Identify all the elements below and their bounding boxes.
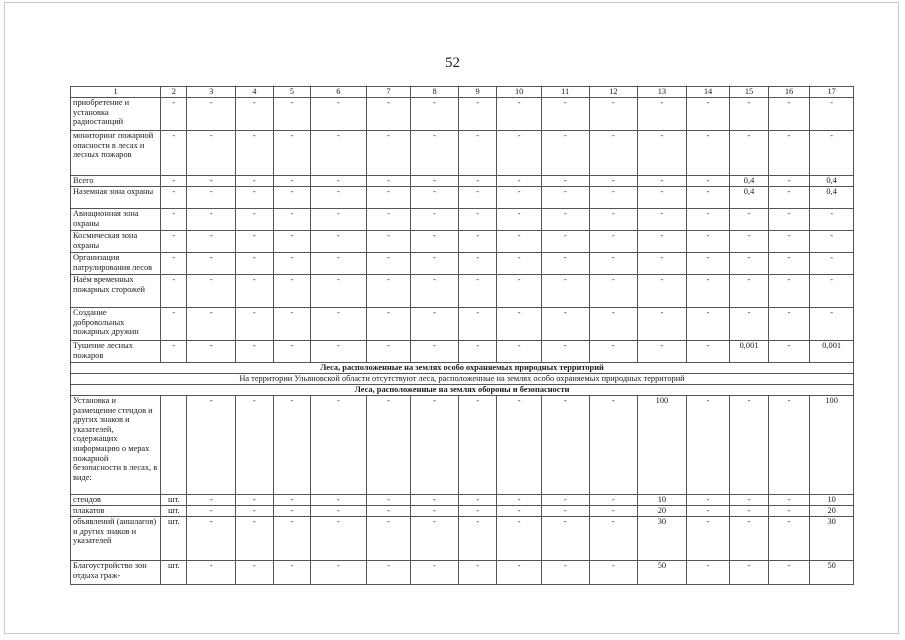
header-cell: 5 xyxy=(273,87,310,98)
table-cell: - xyxy=(497,131,542,176)
table-cell: - xyxy=(589,275,638,308)
row-label: Авиационная зона охраны xyxy=(71,209,161,231)
table-cell: - xyxy=(541,176,589,187)
table-cell: - xyxy=(411,341,459,363)
table-cell: - xyxy=(236,517,273,561)
table-cell: - xyxy=(686,341,730,363)
table-cell: - xyxy=(686,561,730,585)
section-heading: Леса, расположенные на землях особо охраняемых природных территорий xyxy=(71,363,854,374)
table-row xyxy=(71,561,854,585)
table-cell: - xyxy=(311,187,367,209)
table-cell: - xyxy=(497,98,542,131)
header-cell: 7 xyxy=(366,87,411,98)
table-cell: - xyxy=(541,506,589,517)
table-row xyxy=(71,341,854,363)
section-note: На территории Ульяновской области отсутствуют леса, расположенные на землях особо охраняемых природных территорий xyxy=(71,374,854,385)
table-row xyxy=(71,187,854,209)
header-cell: 2 xyxy=(161,87,187,98)
table-cell: - xyxy=(589,506,638,517)
table-cell: 0,001 xyxy=(810,341,854,363)
table-cell: - xyxy=(187,275,236,308)
table-cell: - xyxy=(589,176,638,187)
table-cell: 30 xyxy=(638,517,687,561)
table-cell: - xyxy=(411,517,459,561)
table-cell: - xyxy=(187,506,236,517)
table-cell: - xyxy=(768,517,810,561)
table-row xyxy=(71,396,854,495)
table-cell: - xyxy=(768,209,810,231)
table-cell: - xyxy=(541,98,589,131)
table-cell: - xyxy=(236,253,273,275)
table-cell: - xyxy=(810,308,854,341)
table-cell: - xyxy=(497,396,542,495)
table-cell: - xyxy=(311,275,367,308)
table-cell: - xyxy=(311,253,367,275)
table-cell: - xyxy=(458,495,496,506)
table-cell: - xyxy=(810,253,854,275)
table-cell: - xyxy=(411,506,459,517)
table-cell: - xyxy=(236,131,273,176)
table-cell: - xyxy=(497,209,542,231)
row-label: Наземная зона охраны xyxy=(71,187,161,209)
table-cell: - xyxy=(187,396,236,495)
header-cell: 6 xyxy=(311,87,367,98)
table-cell: - xyxy=(541,231,589,253)
table-cell: - xyxy=(366,231,411,253)
table-cell: - xyxy=(730,231,768,253)
table-row xyxy=(71,308,854,341)
table-cell: - xyxy=(589,209,638,231)
table-cell: - xyxy=(311,506,367,517)
table-cell: 30 xyxy=(810,517,854,561)
table-cell: - xyxy=(686,396,730,495)
table-cell: - xyxy=(236,209,273,231)
table-cell: - xyxy=(541,495,589,506)
table-cell: - xyxy=(411,495,459,506)
row-label: приобретение и установка радиостанций xyxy=(71,98,161,131)
table-cell: - xyxy=(686,176,730,187)
table-cell: - xyxy=(273,275,310,308)
note-row xyxy=(71,374,854,385)
table-cell: - xyxy=(730,308,768,341)
table-cell: 20 xyxy=(638,506,687,517)
table-cell: - xyxy=(187,209,236,231)
table-cell: - xyxy=(273,561,310,585)
row-label: плакатов xyxy=(71,506,161,517)
header-cell: 8 xyxy=(411,87,459,98)
table-cell: - xyxy=(411,308,459,341)
table-cell: - xyxy=(589,495,638,506)
table-cell: - xyxy=(411,275,459,308)
table-cell: - xyxy=(730,131,768,176)
table-cell: - xyxy=(366,396,411,495)
table-body xyxy=(71,98,854,585)
row-label: Установка и размещение стендов и других знаков и указателей, содержащих информацию о мерах пожарной безопасности в лесах, в виде: xyxy=(71,396,161,495)
table-cell: - xyxy=(768,176,810,187)
table-cell: - xyxy=(411,209,459,231)
table-cell: - xyxy=(273,506,310,517)
table-cell: - xyxy=(187,231,236,253)
table-cell: - xyxy=(730,253,768,275)
table-cell: - xyxy=(497,495,542,506)
table-cell: - xyxy=(411,176,459,187)
table-cell: - xyxy=(541,561,589,585)
table-row xyxy=(71,506,854,517)
header-cell: 4 xyxy=(236,87,273,98)
table-cell: - xyxy=(810,231,854,253)
table-cell: - xyxy=(497,341,542,363)
header-cell: 16 xyxy=(768,87,810,98)
table-cell: - xyxy=(497,231,542,253)
table-cell: - xyxy=(541,253,589,275)
table-cell: - xyxy=(366,495,411,506)
table-cell: - xyxy=(366,131,411,176)
table-cell: - xyxy=(161,231,187,253)
table-cell: - xyxy=(768,341,810,363)
table-cell: 0,001 xyxy=(730,341,768,363)
table-row xyxy=(71,176,854,187)
table-cell: - xyxy=(236,561,273,585)
table-cell: - xyxy=(236,396,273,495)
table-cell: - xyxy=(458,253,496,275)
table-cell: - xyxy=(161,131,187,176)
table-cell: - xyxy=(686,253,730,275)
table-cell: - xyxy=(411,253,459,275)
table-cell: 10 xyxy=(638,495,687,506)
table-cell: - xyxy=(273,209,310,231)
table-cell: - xyxy=(686,209,730,231)
table-cell: - xyxy=(810,131,854,176)
table-cell: - xyxy=(311,209,367,231)
table-row xyxy=(71,98,854,131)
table-cell: - xyxy=(730,506,768,517)
table-cell: - xyxy=(497,253,542,275)
table-cell: - xyxy=(311,98,367,131)
table-cell: - xyxy=(458,308,496,341)
table-cell: - xyxy=(187,253,236,275)
table-row xyxy=(71,209,854,231)
table-cell: - xyxy=(273,176,310,187)
table-cell: - xyxy=(458,275,496,308)
table-cell: - xyxy=(311,308,367,341)
table-cell: - xyxy=(768,495,810,506)
table-cell: - xyxy=(187,517,236,561)
header-cell: 11 xyxy=(541,87,589,98)
table-cell: - xyxy=(768,98,810,131)
table-cell: - xyxy=(366,561,411,585)
table-cell: - xyxy=(161,308,187,341)
table-cell: - xyxy=(411,561,459,585)
table-cell: - xyxy=(768,561,810,585)
table-cell: - xyxy=(541,341,589,363)
table-cell: - xyxy=(768,275,810,308)
table-cell: - xyxy=(311,131,367,176)
section-heading: Леса, расположенные на землях обороны и безопасности xyxy=(71,385,854,396)
table-cell: - xyxy=(411,396,459,495)
table-cell: шт. xyxy=(161,506,187,517)
table-cell: - xyxy=(686,308,730,341)
table-cell: - xyxy=(589,253,638,275)
table-cell: - xyxy=(311,561,367,585)
table-row xyxy=(71,495,854,506)
table-cell: - xyxy=(458,561,496,585)
table-cell: - xyxy=(458,176,496,187)
table-cell: - xyxy=(273,308,310,341)
table-cell: - xyxy=(366,308,411,341)
row-label: мониторинг пожарной опасности в лесах и лесных пожаров xyxy=(71,131,161,176)
header-cell: 15 xyxy=(730,87,768,98)
header-cell: 12 xyxy=(589,87,638,98)
table-cell: - xyxy=(236,187,273,209)
table-cell: - xyxy=(411,231,459,253)
table-cell: - xyxy=(187,131,236,176)
table-cell: - xyxy=(638,308,687,341)
table-cell: - xyxy=(541,131,589,176)
section-heading-row xyxy=(71,385,854,396)
table-row xyxy=(71,275,854,308)
table-cell: - xyxy=(686,506,730,517)
table-cell: - xyxy=(686,275,730,308)
table-cell: - xyxy=(458,231,496,253)
table-cell: - xyxy=(541,517,589,561)
table-cell: - xyxy=(411,187,459,209)
table-cell: - xyxy=(161,341,187,363)
table-cell: - xyxy=(161,187,187,209)
table-cell: - xyxy=(411,131,459,176)
table-cell: - xyxy=(638,98,687,131)
table-cell: - xyxy=(236,231,273,253)
table-cell: - xyxy=(730,98,768,131)
table-row xyxy=(71,131,854,176)
table-cell: - xyxy=(730,396,768,495)
table-cell: - xyxy=(311,341,367,363)
table-cell: - xyxy=(236,275,273,308)
table-cell: - xyxy=(589,396,638,495)
table-cell: - xyxy=(366,275,411,308)
table-cell: - xyxy=(768,231,810,253)
section-heading-row xyxy=(71,363,854,374)
table-cell: - xyxy=(541,209,589,231)
table-cell: - xyxy=(161,176,187,187)
table-cell: - xyxy=(638,176,687,187)
table-cell: - xyxy=(187,495,236,506)
table-cell: 0,4 xyxy=(730,187,768,209)
header-cell: 10 xyxy=(497,87,542,98)
table-cell: - xyxy=(768,253,810,275)
table-cell: 10 xyxy=(810,495,854,506)
row-label: Космическая зона охраны xyxy=(71,231,161,253)
header-cell: 3 xyxy=(187,87,236,98)
table-cell: 50 xyxy=(638,561,687,585)
table-cell: - xyxy=(187,308,236,341)
table-cell: - xyxy=(686,495,730,506)
table-cell: - xyxy=(497,308,542,341)
table-cell: - xyxy=(638,253,687,275)
table-cell: - xyxy=(686,187,730,209)
row-label: Тушение лесных пожаров xyxy=(71,341,161,363)
table-cell: - xyxy=(768,396,810,495)
table-cell: - xyxy=(458,187,496,209)
table-cell: - xyxy=(311,231,367,253)
table-cell: - xyxy=(458,396,496,495)
table-cell: - xyxy=(366,187,411,209)
table-cell: - xyxy=(638,341,687,363)
header-row xyxy=(71,87,854,98)
table-cell: - xyxy=(366,209,411,231)
table-cell: шт. xyxy=(161,561,187,585)
table-cell: 0,4 xyxy=(810,176,854,187)
row-label: Создание добровольных пожарных дружин xyxy=(71,308,161,341)
header-cell: 13 xyxy=(638,87,687,98)
table-cell: - xyxy=(810,98,854,131)
table-row xyxy=(71,253,854,275)
table-cell: - xyxy=(589,231,638,253)
table-cell: - xyxy=(236,98,273,131)
row-label: Всего xyxy=(71,176,161,187)
table-cell: - xyxy=(161,253,187,275)
table-cell: - xyxy=(589,98,638,131)
table-cell: - xyxy=(768,506,810,517)
table-cell: - xyxy=(730,275,768,308)
table-cell: шт. xyxy=(161,517,187,561)
table-cell: - xyxy=(686,131,730,176)
table-cell: - xyxy=(589,308,638,341)
table-cell: - xyxy=(497,176,542,187)
header-cell: 9 xyxy=(458,87,496,98)
table-cell: - xyxy=(638,187,687,209)
table-cell: - xyxy=(273,517,310,561)
table-row xyxy=(71,517,854,561)
table-cell: - xyxy=(236,176,273,187)
table-cell: - xyxy=(686,231,730,253)
table-cell: - xyxy=(366,253,411,275)
header-cell: 1 xyxy=(71,87,161,98)
table-cell: - xyxy=(273,495,310,506)
data-table xyxy=(70,86,854,585)
table-cell: - xyxy=(638,209,687,231)
table-cell: - xyxy=(497,275,542,308)
table-row xyxy=(71,231,854,253)
page-number: 52 xyxy=(445,55,460,71)
table-cell: - xyxy=(161,275,187,308)
table-cell: - xyxy=(458,209,496,231)
table-cell: - xyxy=(366,98,411,131)
row-label: Благоустройство зон отдыха граж- xyxy=(71,561,161,585)
table-cell: - xyxy=(458,98,496,131)
table-cell: - xyxy=(273,98,310,131)
row-label: объявлений (аншлагов) и других знаков и указателей xyxy=(71,517,161,561)
table-cell: - xyxy=(730,209,768,231)
table-cell: - xyxy=(638,275,687,308)
table-cell: 20 xyxy=(810,506,854,517)
table-cell: - xyxy=(810,209,854,231)
table-cell: 100 xyxy=(810,396,854,495)
table-cell: - xyxy=(541,275,589,308)
table-cell: - xyxy=(311,517,367,561)
table-cell: - xyxy=(730,495,768,506)
table-cell: - xyxy=(236,495,273,506)
table-cell: - xyxy=(458,131,496,176)
table-cell: - xyxy=(686,98,730,131)
table-cell: 0,4 xyxy=(810,187,854,209)
table-cell: - xyxy=(411,98,459,131)
table-cell: - xyxy=(366,176,411,187)
table-cell: - xyxy=(311,396,367,495)
table-cell: - xyxy=(161,98,187,131)
table-cell: - xyxy=(589,187,638,209)
table-cell: - xyxy=(366,517,411,561)
table-cell: - xyxy=(768,308,810,341)
table-cell: - xyxy=(161,209,187,231)
table-cell: - xyxy=(273,341,310,363)
header-cell: 14 xyxy=(686,87,730,98)
table-cell: - xyxy=(187,561,236,585)
table-cell: - xyxy=(273,253,310,275)
table-cell: - xyxy=(768,131,810,176)
table-cell: - xyxy=(187,341,236,363)
row-label: Наём временных пожарных сторожей xyxy=(71,275,161,308)
table-cell: - xyxy=(497,561,542,585)
table-cell: - xyxy=(458,517,496,561)
table-cell: - xyxy=(541,187,589,209)
table-cell: - xyxy=(311,176,367,187)
table-cell: - xyxy=(187,187,236,209)
row-label: стендов xyxy=(71,495,161,506)
table-cell: - xyxy=(730,561,768,585)
table-cell: - xyxy=(458,506,496,517)
table-cell: - xyxy=(236,341,273,363)
table-cell: 100 xyxy=(638,396,687,495)
table-cell: - xyxy=(589,517,638,561)
table-cell: - xyxy=(366,341,411,363)
table-cell: - xyxy=(638,231,687,253)
table-cell xyxy=(161,396,187,495)
table-cell: - xyxy=(366,506,411,517)
table-cell: - xyxy=(311,495,367,506)
table-cell: - xyxy=(187,98,236,131)
table-cell: - xyxy=(273,187,310,209)
table-cell: 50 xyxy=(810,561,854,585)
table-cell: - xyxy=(273,231,310,253)
table-cell: - xyxy=(236,308,273,341)
table-cell: - xyxy=(589,131,638,176)
table-cell: 0,4 xyxy=(730,176,768,187)
table-cell: - xyxy=(768,187,810,209)
table-cell: - xyxy=(638,131,687,176)
table-cell: - xyxy=(730,517,768,561)
table-cell: - xyxy=(686,517,730,561)
table-cell: - xyxy=(541,396,589,495)
table-cell: - xyxy=(273,396,310,495)
table-cell: - xyxy=(273,131,310,176)
table-cell: - xyxy=(236,506,273,517)
header-cell: 17 xyxy=(810,87,854,98)
row-label: Организация патрулирования лесов xyxy=(71,253,161,275)
table-cell: - xyxy=(589,341,638,363)
table-cell: - xyxy=(497,187,542,209)
table-cell: - xyxy=(810,275,854,308)
table-cell: - xyxy=(187,176,236,187)
table-cell: - xyxy=(497,506,542,517)
table-cell: - xyxy=(458,341,496,363)
table-cell: - xyxy=(589,561,638,585)
table-cell: - xyxy=(497,517,542,561)
table-cell: - xyxy=(541,308,589,341)
table-cell: шт. xyxy=(161,495,187,506)
